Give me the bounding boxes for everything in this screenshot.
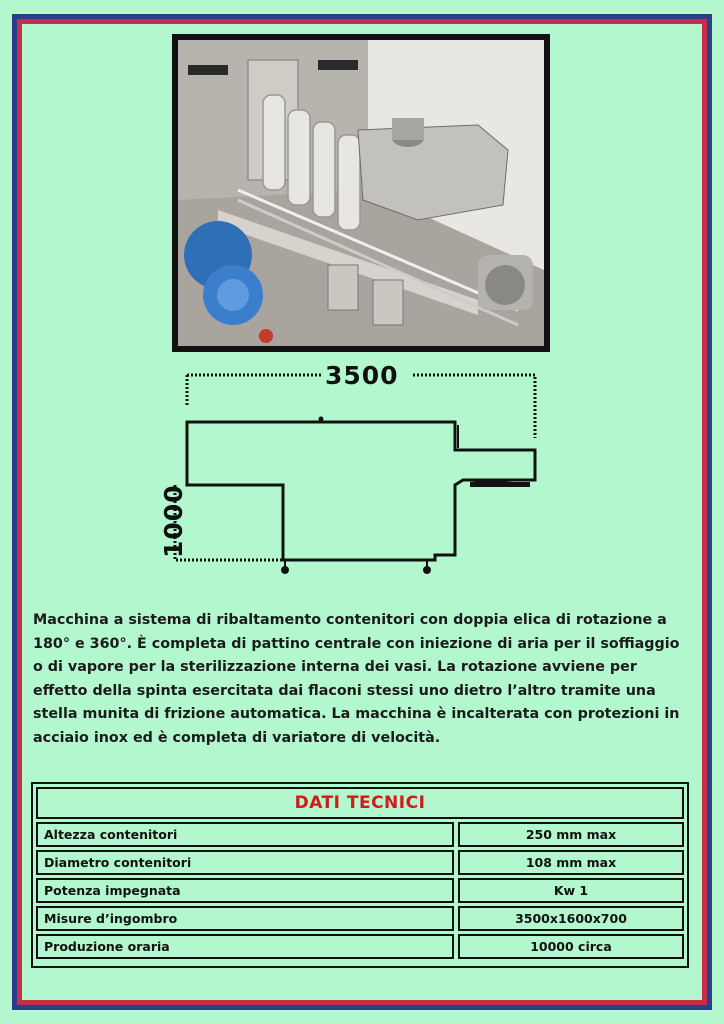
row-value: 250 mm max — [458, 822, 684, 847]
dimension-line-height — [175, 485, 285, 560]
row-value: 108 mm max — [458, 850, 684, 875]
height-dimension-label: 1000 — [159, 484, 188, 558]
table-row — [36, 934, 684, 959]
technical-data-table — [31, 782, 689, 968]
table-row — [36, 822, 684, 847]
table-row — [36, 878, 684, 903]
row-value: 3500x1600x700 — [458, 906, 684, 931]
machine-description: Macchina a sistema di ribaltamento contenitori con doppia elica di rotazione a 180° e 360°. È completa di pattino centrale con iniezione di aria per il soffiaggio o di vapore per la sterilizzazione interna dei vasi. La rotazione avviene per effetto della spinta esercitata dai flaconi stessi uno dietro l’altro tramite una stella munita di frizione automatica. La macchina è incalterata con protezioni in acciaio inox ed è completa di variatore di velocità. — [33, 612, 680, 746]
row-label: Diametro contenitori — [36, 850, 454, 875]
row-label: Altezza contenitori — [36, 822, 454, 847]
row-label: Misure d’ingombro — [36, 906, 454, 931]
length-dimension-label: 3500 — [325, 361, 399, 390]
row-label: Produzione oraria — [36, 934, 454, 959]
row-value: 10000 circa — [458, 934, 684, 959]
table-row — [36, 850, 684, 875]
row-label: Potenza impegnata — [36, 878, 454, 903]
machine-photo — [172, 34, 550, 352]
machine-outline — [187, 422, 535, 560]
row-value: Kw 1 — [458, 878, 684, 903]
foot-left — [281, 566, 289, 574]
table-row — [36, 906, 684, 931]
foot-right — [423, 566, 431, 574]
technical-drawing — [145, 360, 555, 585]
table-title: DATI TECNICI — [36, 787, 684, 819]
